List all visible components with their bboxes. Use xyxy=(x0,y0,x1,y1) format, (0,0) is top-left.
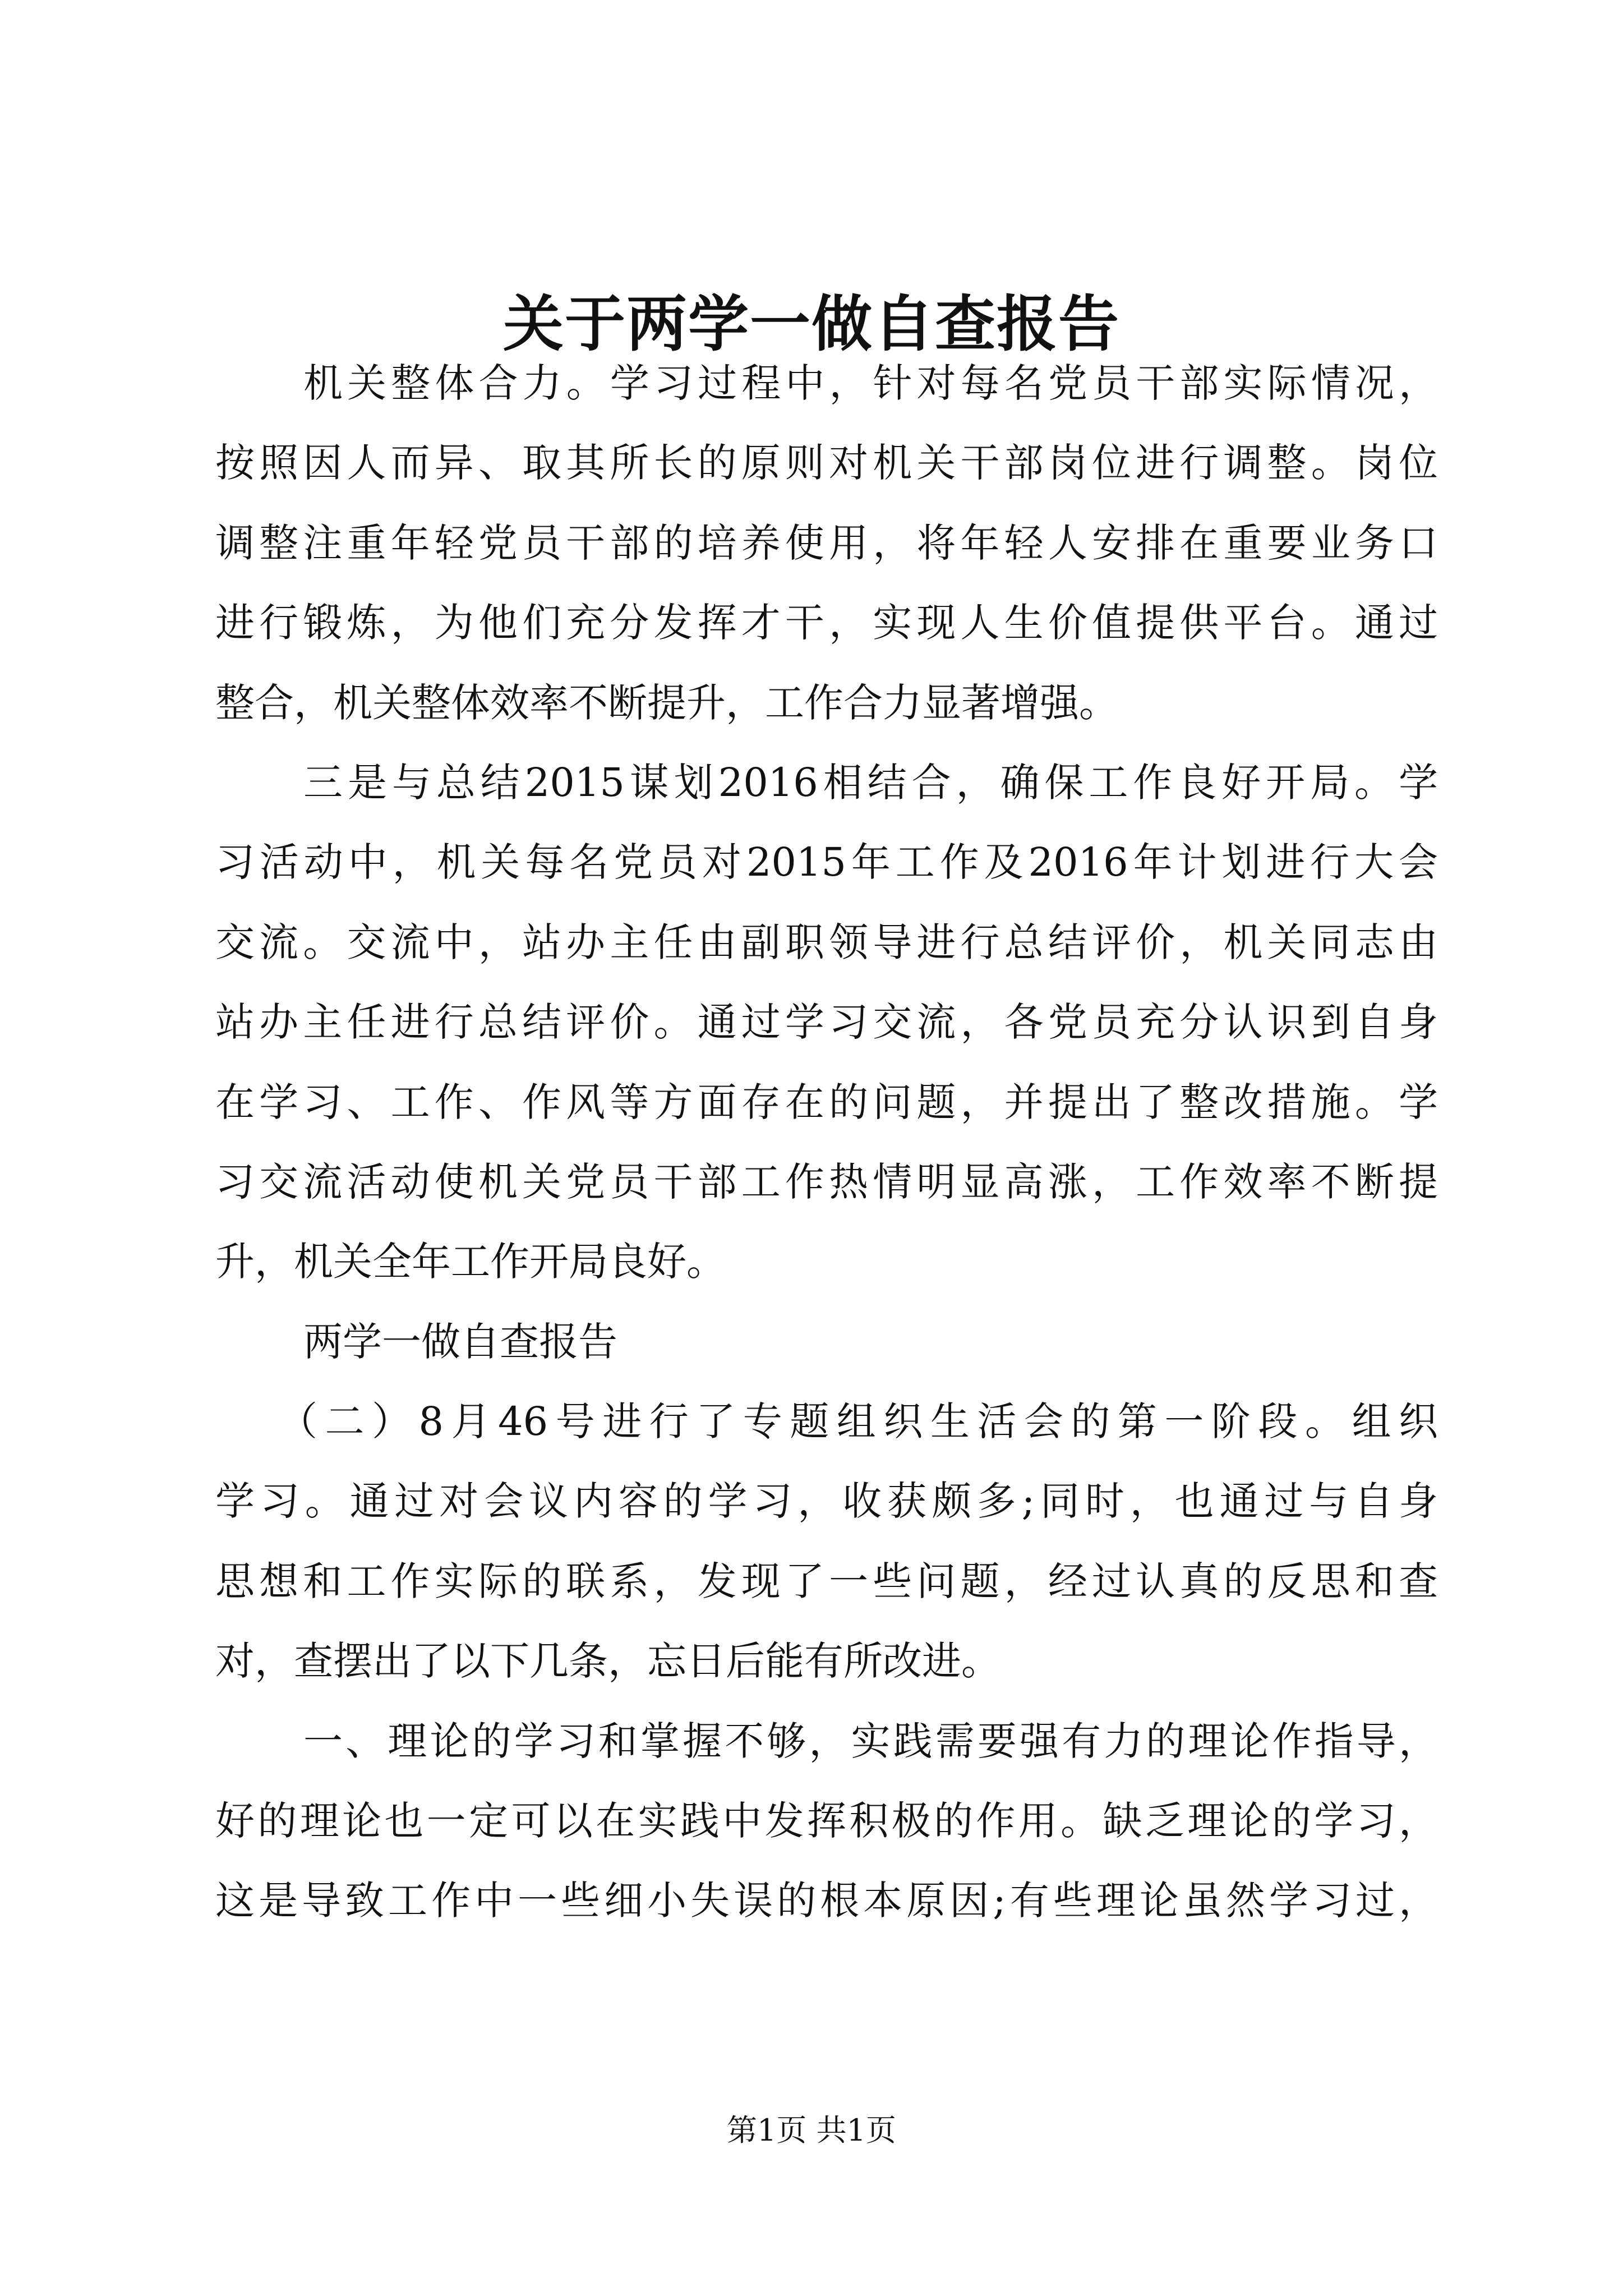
paragraph-line: 交流。交流中，站办主任由副职领导进行总结评价，机关同志由 xyxy=(215,919,1438,965)
paragraph-line: 学习。通过对会议内容的学习，收获颇多;同时，也通过与自身 xyxy=(215,1478,1438,1525)
paragraph-line: 在学习、工作、作风等方面存在的问题，并提出了整改措施。学 xyxy=(215,1079,1438,1125)
paragraph-line: 这是导致工作中一些细小失误的根本原因;有些理论虽然学习过， xyxy=(215,1878,1438,1924)
paragraph-line: 升，机关全年工作开局良好。 xyxy=(215,1239,726,1285)
paragraph-line: 习活动中，机关每名党员对2015年工作及2016年计划进行大会 xyxy=(215,839,1438,886)
document-title: 关于两学一做自查报告 xyxy=(502,289,1120,360)
paragraph-line: （二）8月46号进行了专题组织生活会的第一阶段。组织 xyxy=(278,1398,1438,1445)
section-heading: 两学一做自查报告 xyxy=(303,1318,617,1365)
paragraph-line: 站办主任进行总结评价。通过学习交流，各党员充分认识到自身 xyxy=(215,999,1438,1046)
paragraph-line: 习交流活动使机关党员干部工作热情明显高涨，工作效率不断提 xyxy=(215,1158,1438,1205)
paragraph-line: 进行锻炼，为他们充分发挥才干，实现人生价值提供平台。通过 xyxy=(215,600,1438,646)
paragraph-line: 调整注重年轻党员干部的培养使用，将年轻人安排在重要业务口 xyxy=(215,519,1438,566)
paragraph-line: 对，查摆出了以下几条，忘日后能有所改进。 xyxy=(215,1638,1000,1685)
page-footer: 第1页 共1页 xyxy=(727,2113,896,2148)
paragraph-line: 一、理论的学习和掌握不够，实践需要强有力的理论作指导， xyxy=(303,1718,1438,1764)
document-body xyxy=(215,343,1438,1941)
paragraph-line: 三是与总结2015谋划2016相结合，确保工作良好开局。学 xyxy=(303,759,1438,806)
paragraph-line: 机关整体合力。学习过程中，针对每名党员干部实际情况， xyxy=(303,360,1438,406)
paragraph-line: 思想和工作实际的联系，发现了一些问题，经过认真的反思和查 xyxy=(215,1558,1438,1604)
paragraph-line: 好的理论也一定可以在实践中发挥积极的作用。缺乏理论的学习， xyxy=(215,1798,1438,1844)
paragraph-line: 按照因人而异、取其所长的原则对机关干部岗位进行调整。岗位 xyxy=(215,440,1438,486)
paragraph-line: 整合，机关整体效率不断提升，工作合力显著增强。 xyxy=(215,679,1118,726)
